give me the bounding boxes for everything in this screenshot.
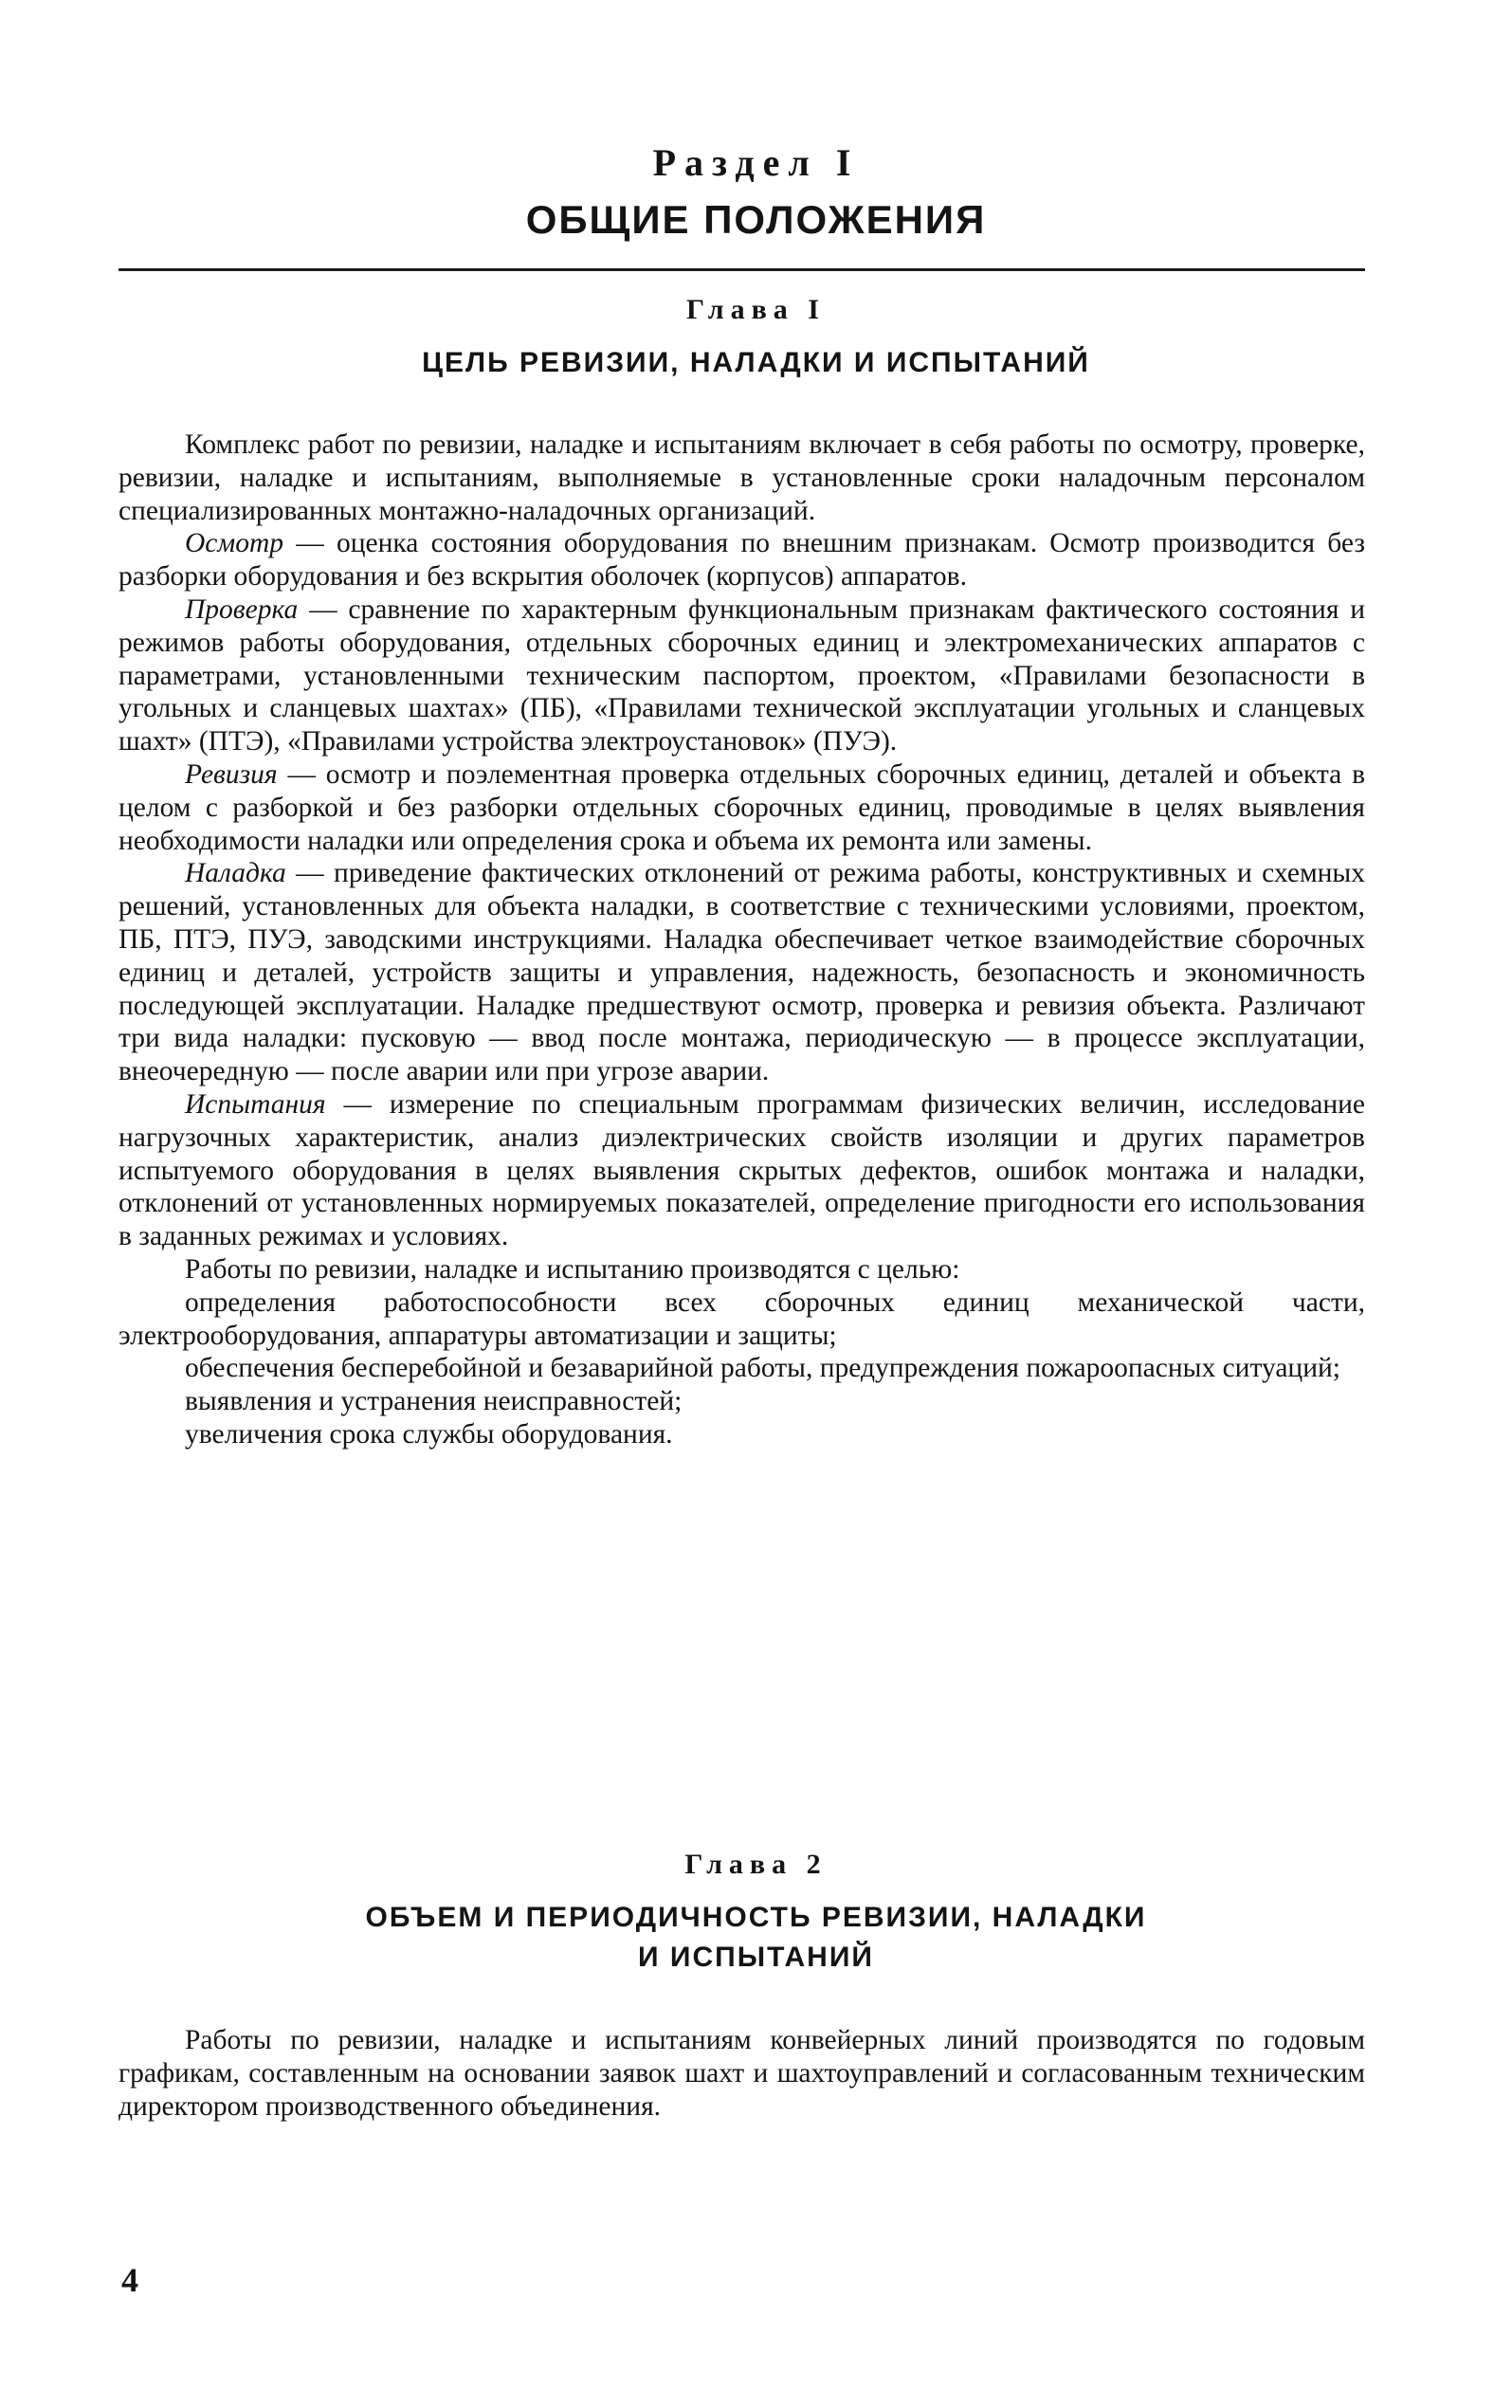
chapter-1-intro-paragraph: Комплекс работ по ревизии, наладке и испытаниям включает в себя работы по осмотру, проверке, ревизии, наладке и испытаниям, выполняемые в установленные сроки наладочным персоналом специализированных монтажно-наладочных организаций. — [118, 429, 1365, 526]
definition-term: Наладка — [185, 858, 286, 889]
chapter-2-title-line-2: И ИСПЫТАНИЙ — [638, 1942, 874, 1973]
goal-item: определения работоспособности всех сборочных единиц механической части, электрооборудования, аппаратуры автоматизации и защиты; — [118, 1286, 1365, 1351]
chapter-2-intro-paragraph: Работы по ревизии, наладке и испытаниям конвейерных линий производятся по годовым графикам, составленным на основании заявок шахт и шахтоуправлений и согласованным техническим директором производственного объединения. — [118, 2025, 1365, 2122]
section-label: Раздел I — [652, 141, 860, 184]
definition-ispytaniya — [118, 1088, 1365, 1253]
chapter-1-label: Глава I — [686, 294, 826, 325]
definition-term: Осмотр — [185, 528, 284, 559]
goals-intro-paragraph: Работы по ревизии, наладке и испытанию производятся с целью: — [185, 1253, 960, 1285]
definition-text: — измерение по специальным программам физических величин, исследование нагрузочных характеристик, анализ диэлектрических свойств изоляции и других параметров испытуемого оборудования в целях выявления скрытых дефектов, ошибок монтажа и наладки, отклонений от установленных нормируемых показателей, определение пригодности его использования в заданных режимах и условиях. — [118, 1088, 1365, 1252]
chapter-1-title: ЦЕЛЬ РЕВИЗИИ, НАЛАДКИ И ИСПЫТАНИЙ — [422, 347, 1090, 378]
goal-item: увеличения срока службы оборудования. — [185, 1418, 673, 1450]
definition-text: — сравнение по характерным функциональным признакам фактического состояния и режимов работы оборудования, отдельных сборочных единиц и электромеханических аппаратов с параметрами, установленными техническим паспортом, проектом, «Правилами безопасности в угольных и сланцевых шахтах» (ПБ), «Правилами технической эксплуатации угольных и сланцевых шахт» (ПТЭ), «Правилами устройства электроустановок» (ПУЭ). — [118, 593, 1365, 757]
chapter-1-body — [118, 429, 1365, 1451]
definition-text: — оценка состояния оборудования по внешним признакам. Осмотр производится без разборки оборудования и без вскрытия оболочек (корпусов) аппаратов. — [118, 528, 1365, 593]
chapter-2-title-line-1: ОБЪЕМ И ПЕРИОДИЧНОСТЬ РЕВИЗИИ, НАЛАДКИ — [365, 1902, 1147, 1933]
chapter-2-title — [0, 1898, 1512, 1978]
definition-text: — приведение фактических отклонений от режима работы, конструктивных и схемных решений, установленных для объекта наладки, в соответствие с техническими условиями, проектом, ПБ, ПТЭ, ПУЭ, заводскими инструкциями. Наладка обеспечивает четкое взаимодействие сборочных единиц и деталей, устройств защиты и управления, надежность, безопасность и экономичность последующей эксплуатации. Наладке предшествуют осмотр, проверка и ревизия объекта. Различают три вида наладки: пусковую — ввод после монтажа, периодическую — в процессе эксплуатации, внеочередную — после аварии или при угрозе аварии. — [118, 858, 1365, 1087]
definition-proverka — [118, 593, 1365, 758]
goal-item: выявления и устранения неисправностей; — [185, 1386, 683, 1417]
page-number: 4 — [121, 2261, 138, 2299]
definition-text: — осмотр и поэлементная проверка отдельных сборочных единиц, деталей и объекта в целом с разборкой и без разборки отдельных сборочных единиц, проводимые в целях выявления необходимости наладки или определения срока и объема их ремонта или замены. — [118, 758, 1365, 856]
definition-term: Ревизия — [185, 758, 278, 790]
chapter-2-label: Глава 2 — [684, 1849, 828, 1880]
definition-term: Испытания — [185, 1088, 326, 1120]
definition-reviziya — [118, 758, 1365, 857]
definition-term: Проверка — [185, 593, 299, 625]
definition-naladka — [118, 857, 1365, 1088]
section-title: ОБЩИЕ ПОЛОЖЕНИЯ — [525, 197, 987, 242]
section-divider — [118, 268, 1365, 271]
chapter-2-body — [118, 2024, 1365, 2123]
definition-osmotr — [118, 527, 1365, 593]
goal-item: обеспечения бесперебойной и безаварийной работы, предупреждения пожароопасных ситуаций; — [185, 1353, 1340, 1384]
